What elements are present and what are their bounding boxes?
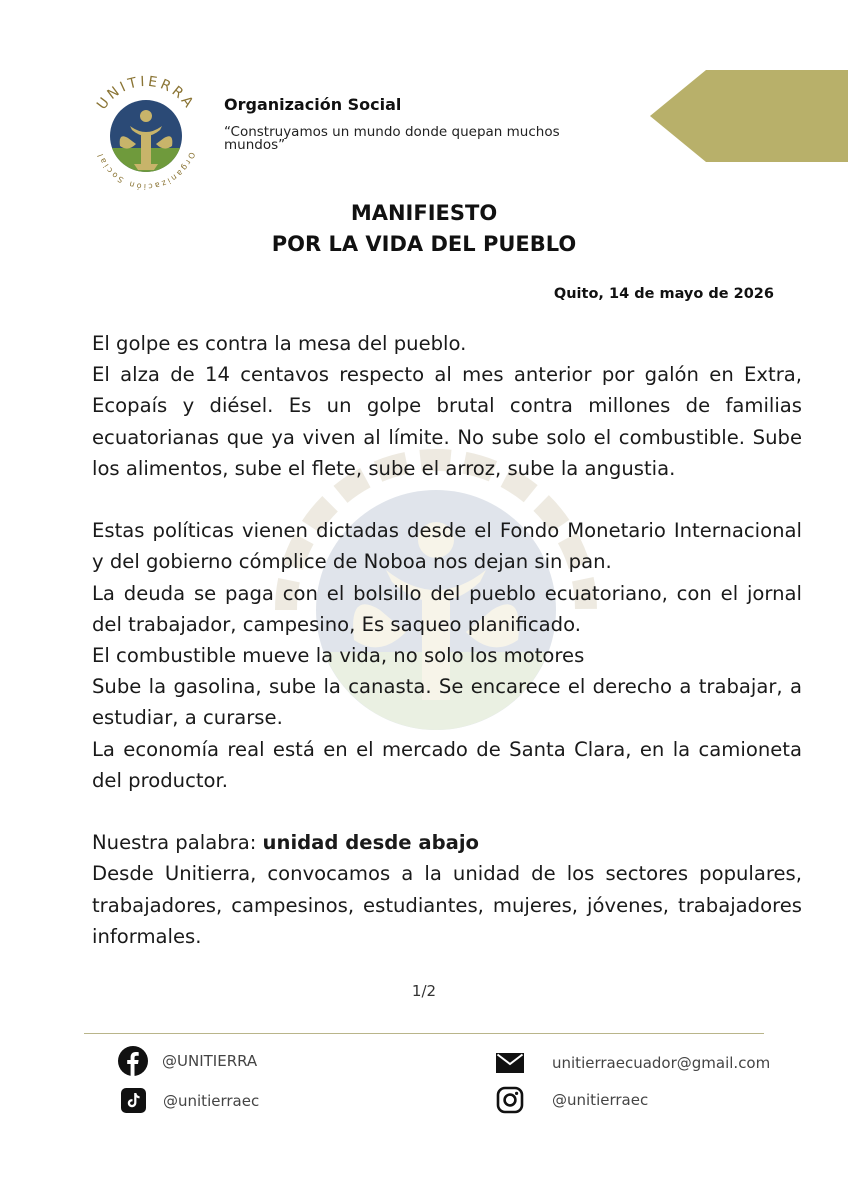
- tiktok-icon: [121, 1088, 146, 1113]
- email-icon: [496, 1053, 524, 1073]
- paragraph-4: La deuda se paga con el bolsillo del pueblo ecuatoriano, con el jornal del trabajador, campesino, Es saqueo planificado.: [92, 581, 802, 636]
- title-line-1: MANIFIESTO: [350, 201, 498, 225]
- facebook-contact[interactable]: [118, 1046, 257, 1076]
- title-line-2: POR LA VIDA DEL PUEBLO: [271, 232, 577, 256]
- paragraph-3: Estas políticas vienen dictadas desde el Fondo Monetario Internacional y del gobierno cómplice de Noboa nos dejan sin pan.: [92, 519, 802, 574]
- paragraph-1: El golpe es contra la mesa del pueblo.: [92, 332, 467, 355]
- paragraph-2: El alza de 14 centavos respecto al mes anterior por galón en Extra, Ecopaís y diésel. Es un golpe brutal contra millones de familias ecuatorianas que ya viven al límite. No sube solo el combustible. Sube los alimentos, sube el flete, sube el arroz, sube la angustia.: [92, 363, 802, 480]
- organization-motto: “Construyamos un mundo donde quepan muchos mundos”: [224, 124, 560, 153]
- footer-divider: [84, 1033, 764, 1034]
- manifesto-body: [92, 328, 802, 952]
- instagram-handle: @unitierraec: [552, 1091, 649, 1109]
- instagram-contact[interactable]: [496, 1086, 648, 1114]
- paragraph-9: Desde Unitierra, convocamos a la unidad de los sectores populares, trabajadores, campesinos, estudiantes, mujeres, jóvenes, trabajadores informales.: [92, 862, 802, 948]
- paragraph-8-prefix: Nuestra palabra:: [92, 831, 263, 855]
- paragraph-7: La economía real está en el mercado de Santa Clara, en la camioneta del productor.: [92, 737, 802, 792]
- instagram-icon: [496, 1086, 524, 1114]
- facebook-icon: [118, 1046, 148, 1076]
- tiktok-contact[interactable]: [121, 1088, 259, 1113]
- svg-text:UNITIERRA: UNITIERRA: [94, 73, 198, 113]
- document-title: [0, 198, 848, 260]
- unitierra-logo: [84, 72, 208, 196]
- svg-text:Organización Social: Organización Social: [95, 150, 197, 192]
- organization-name: Organización Social: [224, 95, 402, 114]
- header-ribbon: [650, 70, 848, 162]
- page-number: 1/2: [411, 982, 437, 1000]
- document-date: Quito, 14 de mayo de 2026: [553, 286, 774, 302]
- tiktok-handle: @unitierraec: [163, 1091, 260, 1110]
- email-address: unitierraecuador@gmail.com: [552, 1054, 771, 1072]
- paragraph-8-emphasis: unidad desde abajo: [262, 831, 480, 855]
- paragraph-8: [92, 827, 802, 858]
- email-contact[interactable]: [496, 1053, 770, 1073]
- paragraph-5: El combustible mueve la vida, no solo los motores: [92, 644, 585, 668]
- facebook-handle: @UNITIERRA: [162, 1052, 258, 1070]
- paragraph-6: Sube la gasolina, sube la canasta. Se encarece el derecho a trabajar, a estudiar, a curarse.: [92, 675, 802, 730]
